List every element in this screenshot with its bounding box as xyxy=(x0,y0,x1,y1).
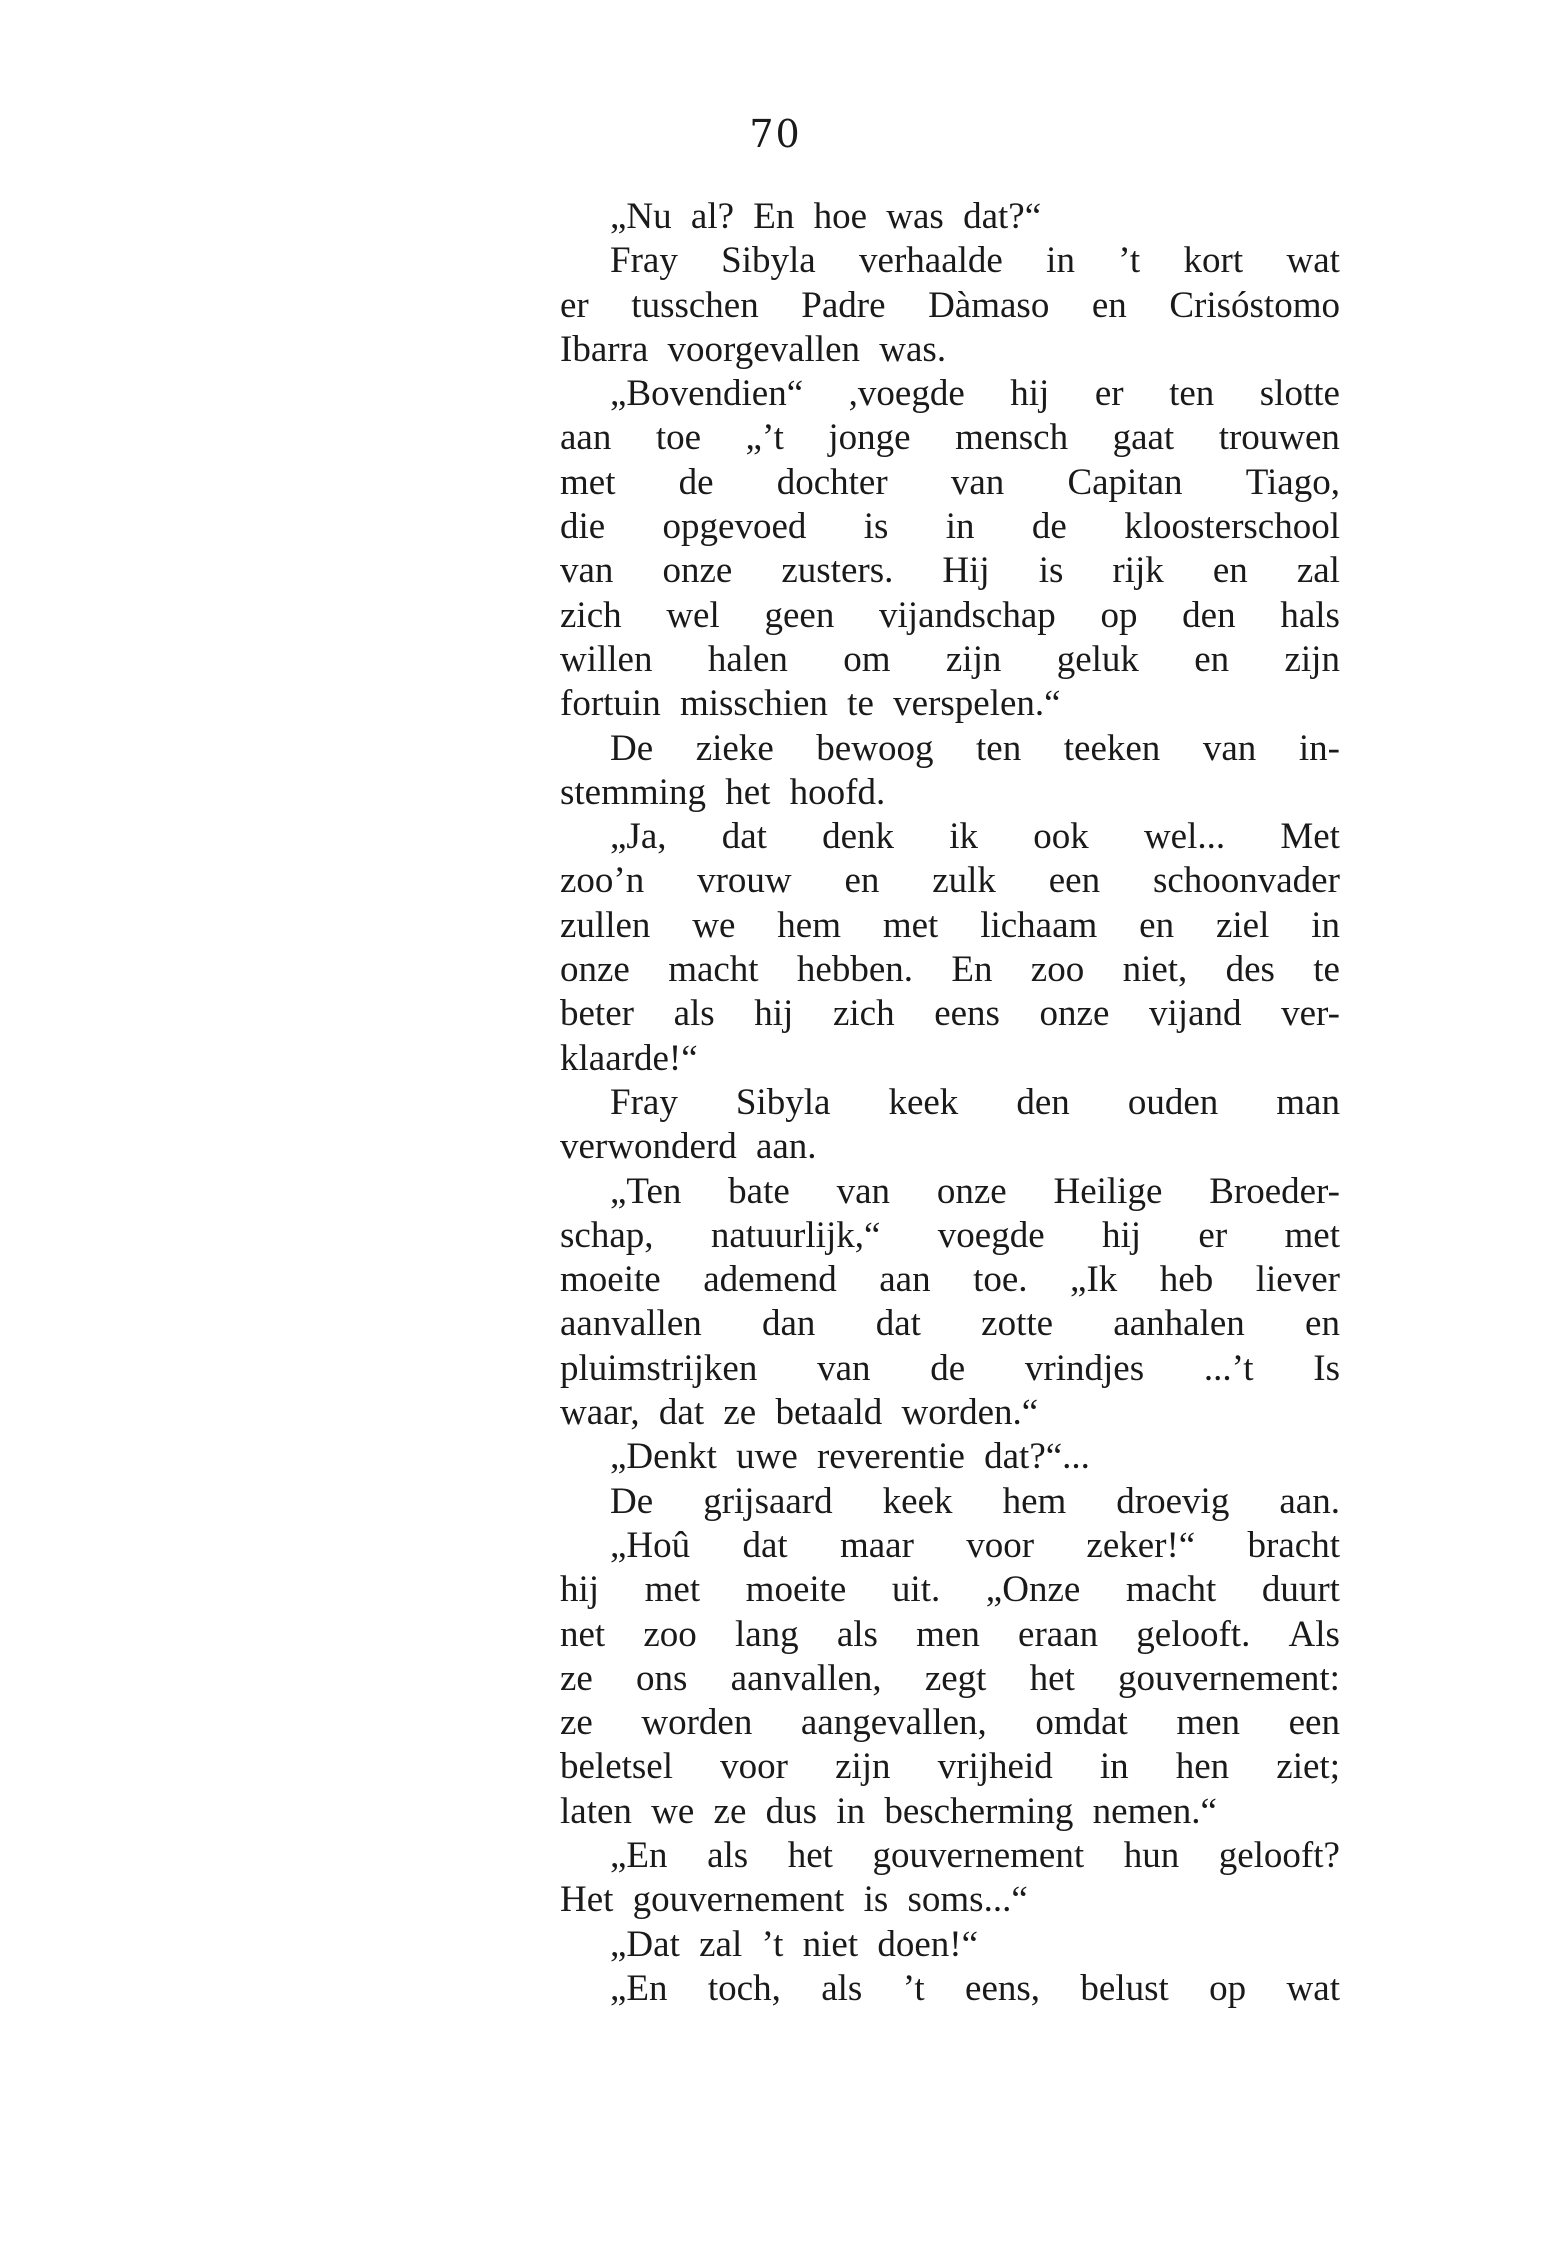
word: trouwen xyxy=(1218,417,1340,459)
text-line xyxy=(560,1613,1340,1657)
word: hij xyxy=(754,993,794,1035)
word: eens xyxy=(934,993,1000,1035)
word: dat xyxy=(875,1303,921,1345)
page-number: 70 xyxy=(749,112,802,156)
word: zegt xyxy=(924,1657,987,1699)
word: „’t xyxy=(745,417,784,459)
word: voor xyxy=(966,1524,1035,1566)
word: er xyxy=(560,284,589,326)
word: en xyxy=(1194,638,1230,680)
word: des xyxy=(1225,949,1275,991)
word: en xyxy=(1091,284,1127,326)
word: Fray xyxy=(610,1081,678,1123)
word: zijn xyxy=(835,1746,891,1788)
word: „En xyxy=(610,1834,668,1876)
word: „Bovendien“ xyxy=(610,373,804,415)
word: van xyxy=(836,1170,891,1212)
text-line: „Denkt uwe reverentie dat?“... xyxy=(610,1436,1090,1478)
word: zoo xyxy=(643,1613,697,1655)
word: Als xyxy=(1288,1613,1340,1655)
word: Padre xyxy=(801,284,886,326)
word: bate xyxy=(728,1170,790,1212)
text-line xyxy=(560,1480,1340,1524)
word: aangevallen, xyxy=(800,1702,987,1744)
word: mensch xyxy=(955,417,1069,459)
word: man xyxy=(1276,1081,1340,1123)
word: belust xyxy=(1080,1967,1169,2009)
word: het xyxy=(1029,1657,1075,1699)
word: hebben. xyxy=(796,949,914,991)
word: hij xyxy=(1101,1214,1142,1256)
word: met xyxy=(560,461,616,503)
word: aan. xyxy=(1279,1480,1340,1522)
word: hij xyxy=(1010,373,1050,415)
text-line xyxy=(560,1568,1340,1612)
word: teeken xyxy=(1063,727,1161,769)
text-line xyxy=(560,904,1340,948)
word: voor xyxy=(720,1746,788,1788)
word: de xyxy=(1031,506,1067,548)
word: vrindjes xyxy=(1024,1347,1145,1389)
word: zeker!“ xyxy=(1086,1524,1196,1566)
word: in xyxy=(1099,1746,1129,1788)
word: „En xyxy=(610,1967,668,2009)
text-line xyxy=(560,1081,1340,1125)
word: op xyxy=(1209,1967,1247,2009)
word: hem xyxy=(777,904,841,946)
word: gelooft? xyxy=(1218,1834,1340,1876)
word: in xyxy=(1311,904,1340,946)
word: ’t xyxy=(902,1967,925,2009)
word: kloosterschool xyxy=(1124,506,1340,548)
word: en xyxy=(1212,550,1248,592)
word: in- xyxy=(1298,727,1340,769)
word: ook xyxy=(1033,816,1089,858)
word: zich xyxy=(832,993,895,1035)
word: hals xyxy=(1280,594,1340,636)
word: er xyxy=(1094,373,1124,415)
word: er xyxy=(1198,1214,1228,1256)
word: kort xyxy=(1183,240,1244,282)
word: natuurlijk,“ xyxy=(710,1214,881,1256)
word: voegde xyxy=(937,1214,1045,1256)
word: gouvernement xyxy=(872,1834,1085,1876)
word: de xyxy=(678,461,714,503)
word: bracht xyxy=(1247,1524,1340,1566)
word: maar xyxy=(839,1524,914,1566)
word: worden xyxy=(641,1702,753,1744)
word: die xyxy=(560,506,606,548)
word: als xyxy=(836,1613,878,1655)
word: jonge xyxy=(828,417,911,459)
word: uit. xyxy=(891,1569,941,1611)
word: hen xyxy=(1175,1746,1230,1788)
word: het xyxy=(787,1834,833,1876)
word: onze xyxy=(936,1170,1007,1212)
word: Sibyla xyxy=(721,240,816,282)
word: met xyxy=(882,904,939,946)
word: wel... xyxy=(1143,816,1226,858)
word: toe. xyxy=(973,1259,1028,1301)
word: een xyxy=(1048,860,1101,902)
word: duurt xyxy=(1261,1569,1340,1611)
text-line xyxy=(560,416,1340,460)
text-line: fortuin misschien te verspelen.“ xyxy=(560,683,1061,725)
word: ziel xyxy=(1215,904,1270,946)
word: in xyxy=(945,506,975,548)
word: rijk xyxy=(1112,550,1164,592)
text-line xyxy=(560,461,1340,505)
word: verhaalde xyxy=(859,240,1003,282)
word: zijn xyxy=(945,638,1002,680)
word: schoonvader xyxy=(1152,860,1340,902)
word: vrouw xyxy=(697,860,792,902)
word: toch, xyxy=(707,1967,781,2009)
word: En xyxy=(951,949,993,991)
word: zoo’n xyxy=(560,860,645,902)
word: zich xyxy=(560,594,622,636)
text-line: laten we ze dus in bescherming nemen.“ xyxy=(560,1790,1217,1832)
word: ,voegde xyxy=(848,373,965,415)
word: Dàmaso xyxy=(928,284,1050,326)
word: ze xyxy=(560,1657,593,1699)
word: dat xyxy=(721,816,767,858)
word: ons xyxy=(636,1657,688,1699)
word: niet, xyxy=(1122,949,1188,991)
word: den xyxy=(1016,1081,1070,1123)
text-line xyxy=(560,239,1340,283)
word: lang xyxy=(734,1613,799,1655)
word: met xyxy=(644,1569,701,1611)
text-line: stemming het hoofd. xyxy=(560,771,886,813)
word: Capitan xyxy=(1067,461,1183,503)
text-line xyxy=(560,549,1340,593)
word: vijandschap xyxy=(879,594,1056,636)
text-line xyxy=(560,284,1340,328)
word: Heilige xyxy=(1053,1170,1163,1212)
word: Broeder- xyxy=(1209,1170,1340,1212)
word: aanvallen, xyxy=(730,1657,882,1699)
word: is xyxy=(1038,550,1064,592)
word: droevig xyxy=(1116,1480,1230,1522)
word: we xyxy=(692,904,736,946)
text-line xyxy=(560,815,1340,859)
word: ze xyxy=(560,1702,593,1744)
word: de xyxy=(930,1347,966,1389)
word: van xyxy=(560,550,614,592)
word: om xyxy=(843,638,891,680)
word: aan xyxy=(879,1259,931,1301)
word: zieke xyxy=(695,727,774,769)
word: bewoog xyxy=(816,727,934,769)
word: een xyxy=(1288,1702,1340,1744)
word: Met xyxy=(1280,816,1340,858)
word: zusters. xyxy=(781,550,894,592)
word: opgevoed xyxy=(662,506,807,548)
word: Hij xyxy=(942,550,990,592)
word: toe xyxy=(655,417,702,459)
word: als xyxy=(707,1834,749,1876)
word: Fray xyxy=(610,240,678,282)
word: „Onze xyxy=(985,1569,1081,1611)
text-line xyxy=(560,1657,1340,1701)
text-line: „Nu al? En hoe was dat?“ xyxy=(610,196,1042,237)
text-line xyxy=(560,1302,1340,1346)
word: en xyxy=(1305,1303,1340,1345)
text-line xyxy=(560,1834,1340,1878)
word: gaat xyxy=(1112,417,1175,459)
word: ten xyxy=(1169,373,1215,415)
word: zotte xyxy=(981,1303,1054,1345)
word: zijn xyxy=(1284,638,1340,680)
word: moeite xyxy=(560,1259,661,1301)
word: ademend xyxy=(703,1259,837,1301)
word: liever xyxy=(1255,1259,1340,1301)
text-line: waar, dat ze betaald worden.“ xyxy=(560,1392,1039,1434)
word: beletsel xyxy=(560,1746,674,1788)
word: Tiago, xyxy=(1245,461,1340,503)
text-line xyxy=(560,859,1340,903)
text-line xyxy=(560,594,1340,638)
word: vijand xyxy=(1149,993,1242,1035)
word: pluimstrijken xyxy=(560,1347,758,1389)
word: omdat xyxy=(1035,1702,1128,1744)
text-line: Het gouvernement is soms...“ xyxy=(560,1879,1028,1921)
word: „Ten xyxy=(610,1170,682,1212)
word: zullen xyxy=(560,904,651,946)
word: eraan xyxy=(1018,1613,1099,1655)
word: Is xyxy=(1313,1347,1340,1389)
word: aan xyxy=(560,417,612,459)
word: ik xyxy=(949,816,979,858)
word: geen xyxy=(764,594,835,636)
word: Sibyla xyxy=(735,1081,831,1123)
text-line xyxy=(560,372,1340,416)
text-line xyxy=(560,1258,1340,1302)
word: gouvernement: xyxy=(1118,1657,1340,1699)
word: zal xyxy=(1296,550,1340,592)
word: keek xyxy=(882,1480,953,1522)
text-line: klaarde!“ xyxy=(560,1037,698,1079)
word: ouden xyxy=(1127,1081,1219,1123)
word: ver- xyxy=(1281,993,1340,1035)
word: heb xyxy=(1159,1259,1214,1301)
word: schap, xyxy=(560,1214,654,1256)
word: macht xyxy=(668,949,759,991)
word: onze xyxy=(560,949,630,991)
text-line xyxy=(560,1745,1340,1789)
word: geluk xyxy=(1056,638,1139,680)
word: men xyxy=(1176,1702,1241,1744)
text-line: „Dat zal ’t niet doen!“ xyxy=(610,1923,979,1965)
word: wat xyxy=(1286,1967,1340,2009)
word: aanhalen xyxy=(1113,1303,1245,1345)
word: dat xyxy=(742,1524,788,1566)
word: ziet; xyxy=(1276,1746,1340,1788)
word: vrijheid xyxy=(937,1746,1053,1788)
word: men xyxy=(916,1613,980,1655)
word: wel xyxy=(666,594,720,636)
text-line: Ibarra voorgevallen was. xyxy=(560,328,947,370)
word: De xyxy=(610,727,654,769)
word: gelooft. xyxy=(1136,1613,1251,1655)
word: hun xyxy=(1123,1834,1180,1876)
word: onze xyxy=(662,550,733,592)
text-line xyxy=(560,1214,1340,1258)
text-line xyxy=(560,505,1340,549)
word: eens, xyxy=(965,1967,1041,2009)
text-line xyxy=(560,1701,1340,1745)
text-line xyxy=(560,1967,1340,2011)
word: met xyxy=(1284,1214,1340,1256)
word: willen xyxy=(560,638,653,680)
word: beter xyxy=(560,993,634,1035)
word: lichaam xyxy=(980,904,1098,946)
word: van xyxy=(1202,727,1257,769)
word: dochter xyxy=(776,461,888,503)
word: aanvallen xyxy=(560,1303,702,1345)
word: van xyxy=(817,1347,871,1389)
text-line xyxy=(560,1347,1340,1391)
word: zulk xyxy=(932,860,996,902)
word: keek xyxy=(888,1081,959,1123)
word: te xyxy=(1313,949,1340,991)
word: is xyxy=(863,506,889,548)
word: „Ik xyxy=(1070,1259,1118,1301)
word: Crisóstomo xyxy=(1169,284,1340,326)
word: halen xyxy=(707,638,788,680)
word: hij xyxy=(560,1569,600,1611)
word: ten xyxy=(976,727,1022,769)
word: De xyxy=(610,1480,654,1522)
word: ’t xyxy=(1118,240,1141,282)
word: en xyxy=(844,860,880,902)
word: ...’t xyxy=(1203,1347,1254,1389)
word: van xyxy=(950,461,1005,503)
text-line xyxy=(560,1524,1340,1568)
word: denk xyxy=(822,816,895,858)
word: „Ja, xyxy=(610,816,667,858)
text-line xyxy=(560,948,1340,992)
word: op xyxy=(1100,594,1138,636)
word: „Hoû xyxy=(610,1524,691,1566)
text-line xyxy=(560,727,1340,771)
body-text xyxy=(560,195,1340,2011)
word: grijsaard xyxy=(703,1480,833,1522)
word: en xyxy=(1139,904,1175,946)
word: onze xyxy=(1039,993,1110,1035)
word: als xyxy=(821,1967,863,2009)
text-line xyxy=(560,992,1340,1036)
word: macht xyxy=(1125,1569,1217,1611)
word: tusschen xyxy=(631,284,759,326)
text-line xyxy=(560,1170,1340,1214)
word: moeite xyxy=(745,1569,847,1611)
word: wat xyxy=(1286,240,1340,282)
word: den xyxy=(1182,594,1236,636)
word: dan xyxy=(762,1303,816,1345)
word: zoo xyxy=(1030,949,1085,991)
word: als xyxy=(673,993,715,1035)
word: in xyxy=(1046,240,1075,282)
word: hem xyxy=(1002,1480,1067,1522)
text-line: verwonderd aan. xyxy=(560,1126,817,1168)
text-line xyxy=(560,638,1340,682)
word: net xyxy=(560,1613,606,1655)
word: slotte xyxy=(1259,373,1340,415)
